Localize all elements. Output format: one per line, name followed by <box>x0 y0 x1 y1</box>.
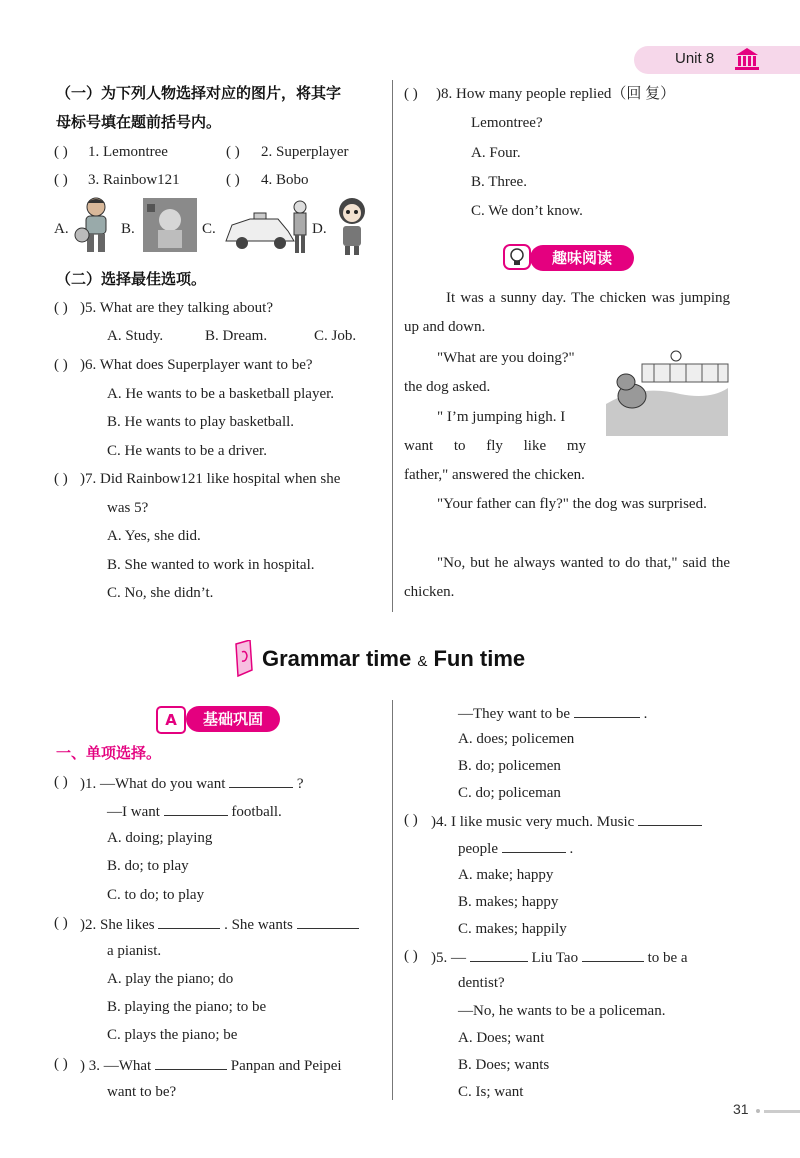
g-q1-text-d: football. <box>231 804 282 820</box>
g-q5-option-a: A. Does; want <box>458 1030 545 1046</box>
footer-dot <box>756 1109 760 1113</box>
g-q3-text-c: —They want to be <box>458 706 571 722</box>
grammar-title-amp: & <box>417 653 428 670</box>
q5-stem: )5. What are they talking about? <box>80 300 273 316</box>
match-item-2: 2. Superplayer <box>261 144 349 160</box>
single-choice-heading: 一、单项选择。 <box>56 744 162 762</box>
answer-blank[interactable] <box>582 947 644 962</box>
g-q3-line2: want to be? <box>107 1084 177 1100</box>
q6-option-a: A. He wants to be a basketball player. <box>107 386 335 402</box>
g-q3-option-b: B. do; policemen <box>458 758 561 774</box>
answer-blank[interactable] <box>164 801 228 816</box>
answer-blank[interactable] <box>229 773 293 788</box>
q8-option-c: C. We don’t know. <box>471 203 583 219</box>
answer-blank[interactable] <box>574 703 640 718</box>
g-q2-text-a: )2. She likes <box>80 917 155 933</box>
match-item-1: 1. Lemontree <box>88 144 168 160</box>
g-q3-option-a: A. does; policemen <box>458 731 575 747</box>
taxi-driver-picture <box>222 197 312 255</box>
q8-option-a: A. Four. <box>471 145 521 161</box>
g-q2-option-c: C. plays the piano; be <box>107 1027 238 1043</box>
q8-stem-line2: Lemontree? <box>471 115 543 131</box>
g-q4-option-b: B. makes; happy <box>458 894 559 910</box>
option-d-label: D. <box>312 221 327 237</box>
q6-stem: )6. What does Superplayer want to be? <box>80 357 313 373</box>
reading-para-2a: "What are you doing?" <box>437 350 575 366</box>
q5-option-b: B. Dream. <box>205 328 268 344</box>
q7-stem-line1: )7. Did Rainbow121 like hospital when she <box>80 471 341 487</box>
g-q5-text-b: Liu Tao <box>531 950 579 966</box>
g-q1-text-a: )1. —What do you want <box>80 776 226 792</box>
answer-paren[interactable]: ( ) <box>54 471 68 487</box>
reading-badge: 趣味阅读 <box>530 245 634 271</box>
g-q4-text-a: )4. I like music very much. Music <box>431 814 635 830</box>
g-q2-text-b: . She wants <box>224 917 293 933</box>
g-q1-text-b: ? <box>296 776 304 792</box>
reading-para-2b: the dog asked. <box>404 379 491 395</box>
answer-blank[interactable] <box>470 947 528 962</box>
g-q4-text-b: people <box>458 841 498 857</box>
unit-label: Unit 8 <box>675 50 715 67</box>
option-c-label: C. <box>202 221 216 237</box>
footer-bar <box>764 1110 800 1113</box>
g-q2-option-b: B. playing the piano; to be <box>107 999 267 1015</box>
answer-paren[interactable]: ( ) <box>226 144 240 160</box>
option-a-label: A. <box>54 221 69 237</box>
g-q1-text-c: —I want <box>107 804 160 820</box>
g-q5-text-a: )5. — <box>431 950 466 966</box>
reading-para-1: It was a sunny day. The chicken was jumping up and down. <box>404 290 730 335</box>
answer-paren[interactable]: ( ) <box>226 172 240 188</box>
basketball-boy-picture <box>72 195 118 257</box>
answer-blank[interactable] <box>502 838 566 853</box>
q6-option-b: B. He wants to play basketball. <box>107 414 295 430</box>
q8-option-b: B. Three. <box>471 174 527 190</box>
g-q1-line2 <box>107 801 282 821</box>
answer-paren[interactable]: ( ) <box>54 144 68 160</box>
grammar-title-a: Grammar time <box>262 646 412 671</box>
option-b-label: B. <box>121 221 135 237</box>
match-item-3: 3. Rainbow121 <box>88 172 180 188</box>
answer-paren[interactable]: ( ) <box>404 948 418 964</box>
g-q1-line1 <box>80 773 304 793</box>
answer-paren[interactable]: ( ) <box>54 1056 68 1072</box>
section-a-badge: 基础巩固 <box>186 706 280 732</box>
building-icon <box>733 46 761 72</box>
g-q2-option-a: A. play the piano; do <box>107 971 234 987</box>
q8-stem-line1: )8. How many people replied（回 复） <box>436 86 676 102</box>
reading-para-3a: " I’m jumping high. I <box>437 409 566 425</box>
answer-paren[interactable]: ( ) <box>404 86 418 102</box>
answer-paren[interactable]: ( ) <box>404 812 418 828</box>
g-q3-text-a: ) 3. —What <box>80 1058 152 1074</box>
answer-blank[interactable] <box>158 914 220 929</box>
column-divider-top <box>392 80 393 612</box>
answer-paren[interactable]: ( ) <box>54 915 68 931</box>
answer-paren[interactable]: ( ) <box>54 172 68 188</box>
dog-chicken-picture <box>600 344 732 440</box>
g-q3-option-c: C. do; policeman <box>458 785 561 801</box>
q7-stem-line2: was 5? <box>107 500 149 516</box>
kid-photo-picture <box>143 198 197 252</box>
page-number: 31 <box>733 1101 749 1117</box>
g-q2-line2: a pianist. <box>107 943 162 959</box>
g-q3-text-b: Panpan and Peipei <box>230 1058 342 1074</box>
q5-option-c: C. Job. <box>314 328 357 344</box>
unit-tab <box>634 46 800 74</box>
g-q4-line2 <box>458 838 573 858</box>
q5-option-a: A. Study. <box>107 328 164 344</box>
g-q5-option-b: B. Does; wants <box>458 1057 550 1073</box>
lightbulb-icon <box>503 244 531 270</box>
g-q3-text-d: . <box>643 706 648 722</box>
q6-option-c: C. He wants to be a driver. <box>107 443 267 459</box>
g-q5-option-c: C. Is; want <box>458 1084 524 1100</box>
g-q5-text-c: to be a <box>647 950 688 966</box>
section-a-letter: A <box>156 706 186 734</box>
g-q1-option-a: A. doing; playing <box>107 830 213 846</box>
grammar-title-b: Fun time <box>433 646 526 671</box>
answer-paren[interactable]: ( ) <box>54 300 68 316</box>
reading-para-3b: want to fly like my <box>404 438 586 454</box>
column-divider-bottom <box>392 700 393 1100</box>
g-q5-line3: —No, he wants to be a policeman. <box>458 1003 666 1019</box>
g-q4-option-a: A. make; happy <box>458 867 554 883</box>
answer-blank[interactable] <box>297 914 359 929</box>
part1-heading-1: （一）为下列人物选择对应的图片，将其字 <box>56 84 342 102</box>
answer-blank[interactable] <box>638 811 702 826</box>
q7-option-a: A. Yes, she did. <box>107 528 201 544</box>
answer-blank[interactable] <box>155 1055 227 1070</box>
g-q1-option-c: C. to do; to play <box>107 887 205 903</box>
part1-heading-2: 母标号填在题前括号内。 <box>56 113 222 131</box>
g-q4-option-c: C. makes; happily <box>458 921 567 937</box>
reading-para-5: "No, but he always wanted to do that," said the chicken. <box>404 555 730 600</box>
match-item-4: 4. Bobo <box>261 172 309 188</box>
bookmark-icon <box>232 640 256 678</box>
g-q5-line2: dentist? <box>458 975 505 991</box>
answer-paren[interactable]: ( ) <box>54 357 68 373</box>
q7-option-c: C. No, she didn’t. <box>107 585 214 601</box>
g-q4-line1 <box>431 811 702 831</box>
g-q3-line1 <box>80 1055 342 1075</box>
answer-paren[interactable]: ( ) <box>54 774 68 790</box>
g-q5-line1 <box>431 947 688 967</box>
part2-heading: （二）选择最佳选项。 <box>56 270 207 288</box>
q7-option-b: B. She wanted to work in hospital. <box>107 557 315 573</box>
g-q3-line3 <box>458 703 647 723</box>
grammar-title <box>262 646 525 672</box>
reading-para-3c: father," answered the chicken. <box>404 467 585 483</box>
g-q4-text-c: . <box>569 841 574 857</box>
g-q2-line1 <box>80 914 359 934</box>
girl-picture <box>335 196 369 256</box>
reading-para-4: "Your father can fly?" the dog was surprised. <box>437 496 707 512</box>
g-q1-option-b: B. do; to play <box>107 858 189 874</box>
